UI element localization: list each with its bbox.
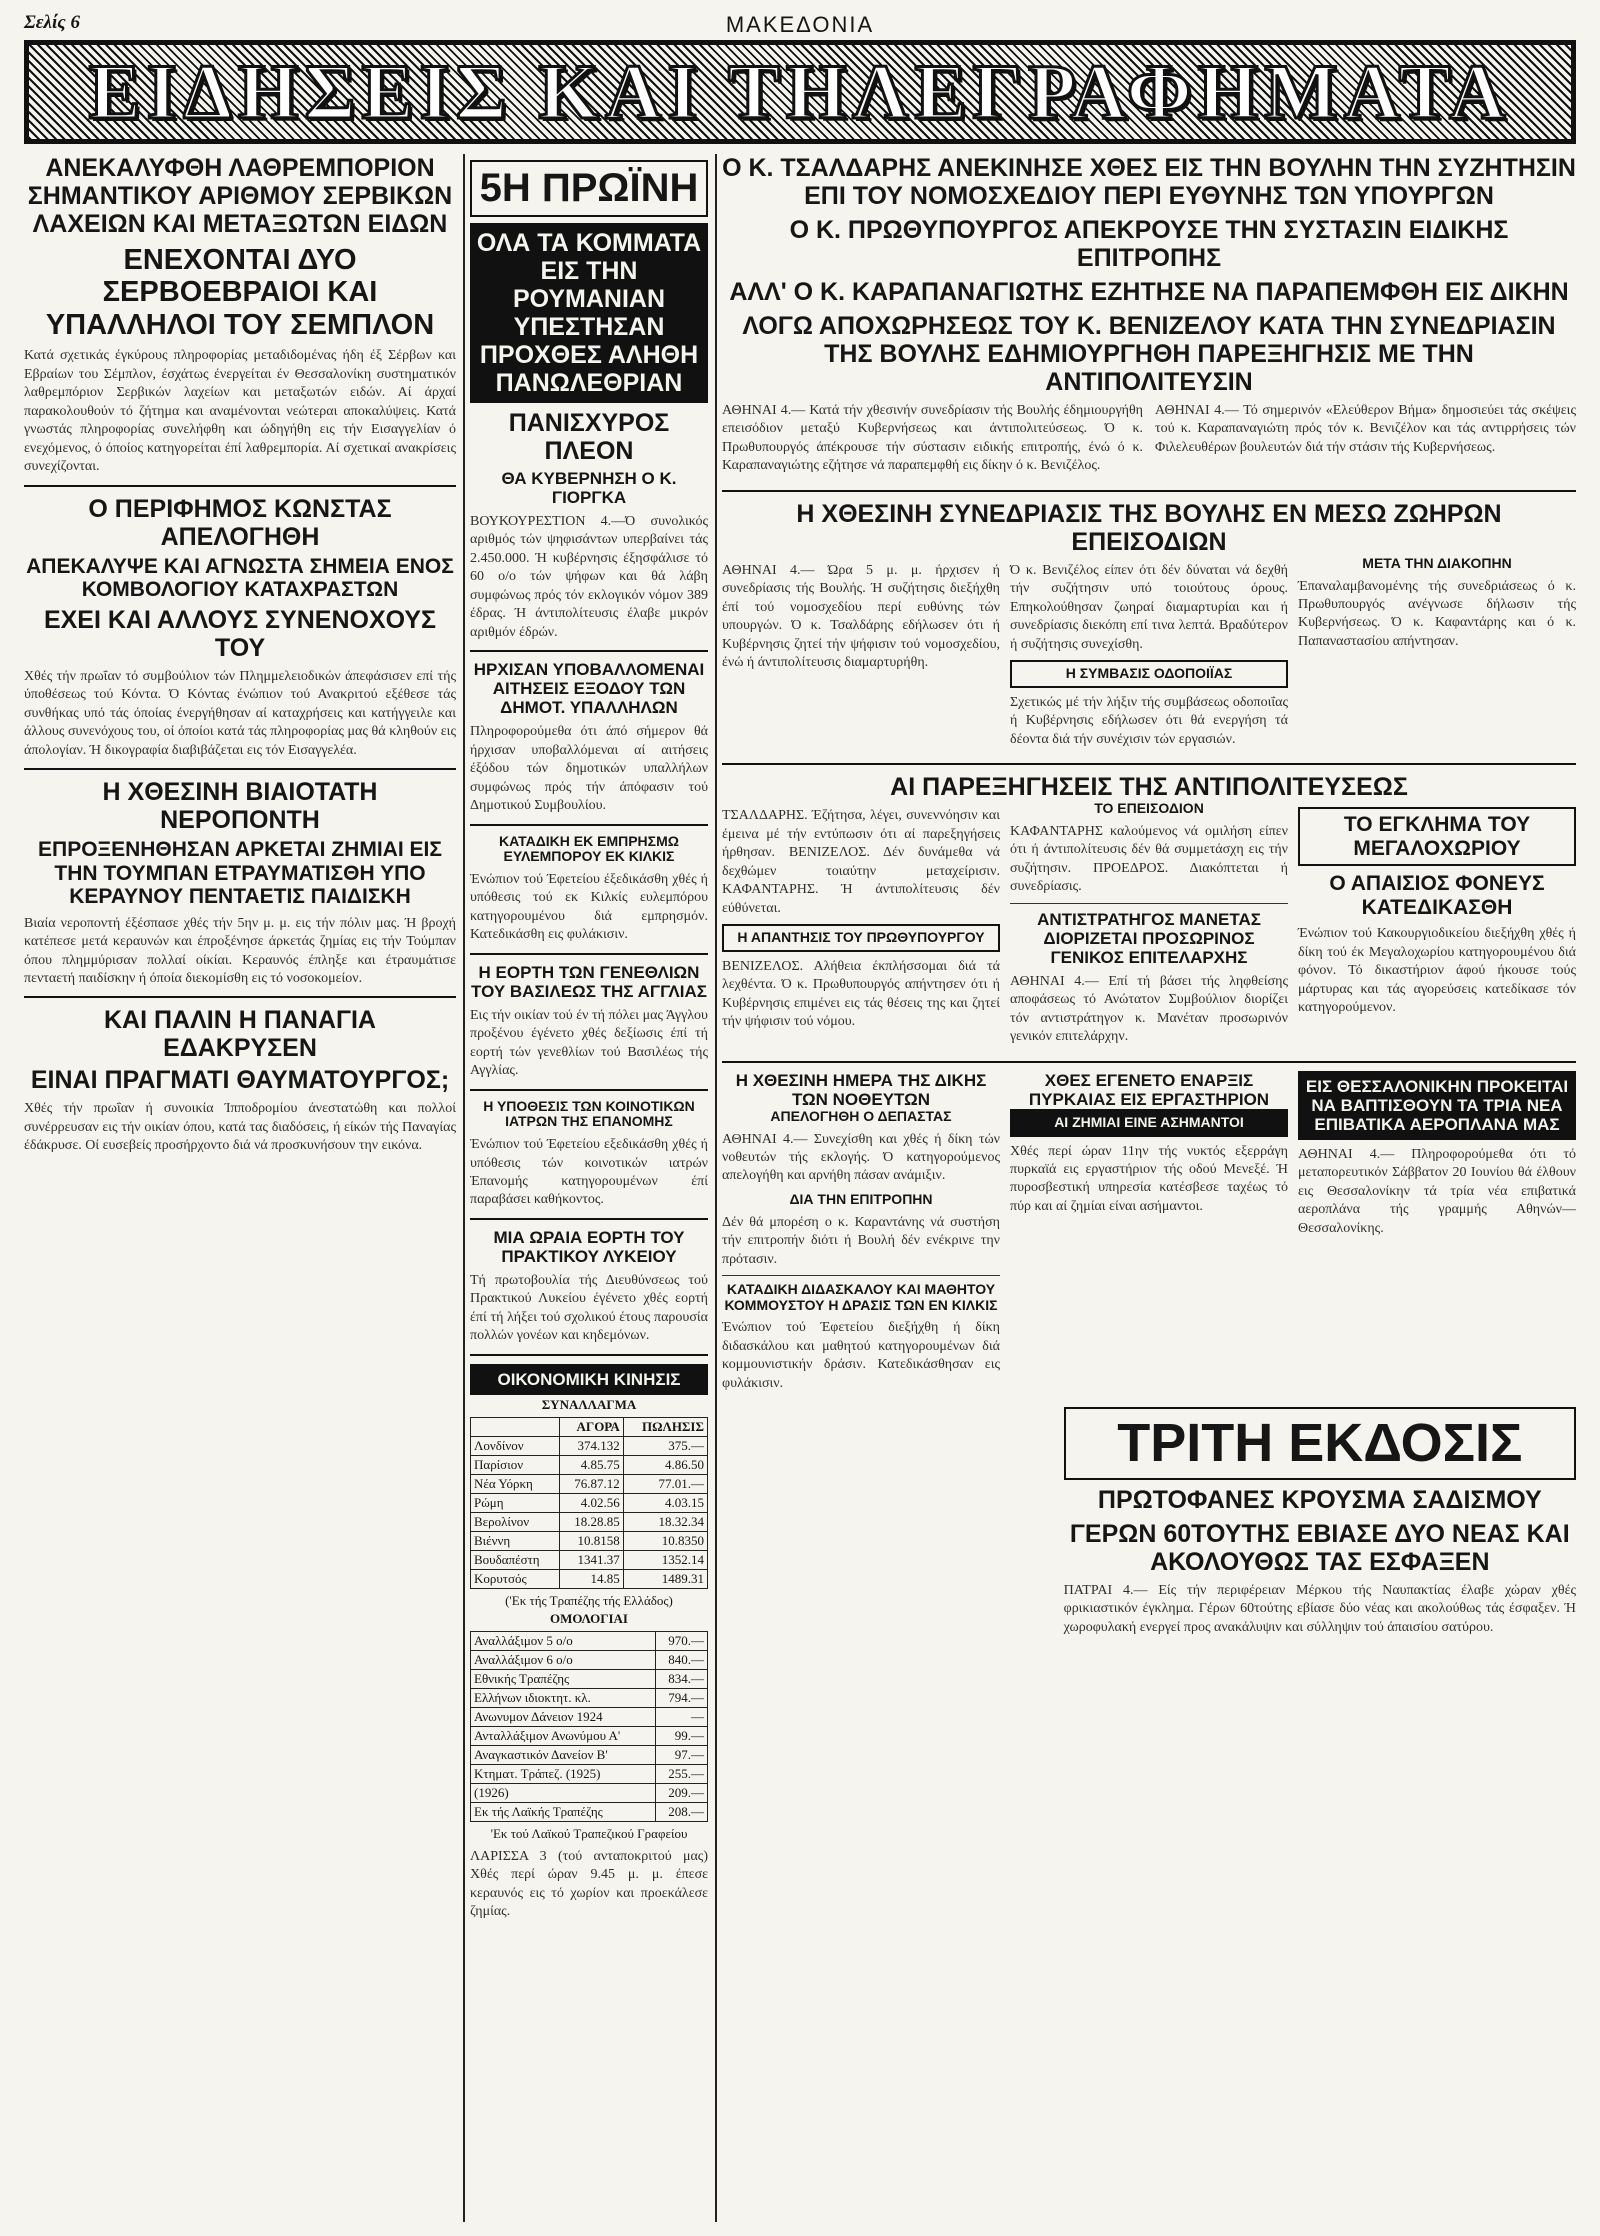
- table-row: [471, 1569, 708, 1588]
- headline: Η ΧΘΕΣΙΝΗ ΗΜΕΡΑ ΤΗΣ ΔΙΚΗΣ ΤΩΝ ΝΟΘΕΥΤΩΝ: [735, 1070, 987, 1109]
- article-body: Έπαναλαμβανομένης τής συνεδριάσεως ό κ. Πρωθυπουργός ανέγνωσε δήλωσιν τής Κυβερνήσεως. Ό κ. Καφαντάρης και ό κ. Παπαναστασίου απήντησαν.: [1298, 578, 1576, 649]
- section-subhead: Η ΑΠΑΝΤΗΣΙΣ ΤΟΥ ΠΡΩΘΥΠΟΥΡΓΟΥ: [722, 924, 1000, 952]
- fx-title: ΣΥΝΑΛΛΑΓΜΑ: [541, 1396, 637, 1412]
- table-cell: 10.8350: [623, 1531, 707, 1550]
- table-cell: Βιέννη: [471, 1531, 560, 1550]
- article-body: ΒΟΥΚΟΥΡΕΣΤΙΟΝ 4.—Ό συνολικός αριθμός τών ψηφισάντων υπερβαίνει τάς 2.450.000. Ή κυβέρνησις έξησφάλισε τό 60 ο/ο τών ψήφων και θά λάβη συμφώνως πρός τόν εκλογικόν νόμον 389 έδρας. Ή άντιπολίτευσις έλαβε μικρόν αριθμόν έδρών.: [470, 513, 708, 640]
- article-body: Ένώπιον τού Κακουργιοδικείου διεξήχθη χθές ή δίκη τού έκ Μεγαλοχωρίου κατηγορουμένου διά φόνον. Τό δικαστήριον άφού ήκουσε τούς μάρτυρας και τάς αγορεύσεις κατεδίκασε τόν κατηγορούμενον.: [1298, 926, 1576, 1016]
- table-row: [471, 1764, 708, 1783]
- divider: [24, 768, 456, 770]
- table-cell: 1341.37: [559, 1550, 623, 1569]
- headline: ΚΑΤΑΔΙΚΗ ΕΚ ΕΜΠΡΗΣΜΩ ΕΥΛΕΜΠΟΡΟΥ ΕΚ ΚΙΛΚΙΣ: [499, 832, 679, 865]
- table-cell: 4.03.15: [623, 1493, 707, 1512]
- article-body: ΑΘΗΝΑΙ 4.— Επί τή βάσει τής ληφθείσης αποφάσεως τό Ανώτατον Συμβούλιον διορίζει τόν αντιστράτηγον κ. Μανέταν προσωρινόν γενικόν επιτελάρχην.: [1010, 973, 1288, 1045]
- table-row: [471, 1650, 708, 1669]
- section-subhead: Η ΣΥΜΒΑΣΙΣ ΟΔΟΠΟΙΪΑΣ: [1010, 660, 1288, 688]
- subheadline: ΘΑ ΚΥΒΕΡΝΗΣΗ Ο Κ. ΓΙΟΡΓΚΑ: [501, 468, 677, 507]
- subheadline: ΕΝΕΧΟΝΤΑΙ ΔΥΟ ΣΕΡΒΟΕΒΡΑΙΟΙ ΚΑΙ ΥΠΑΛΛΗΛΟΙ ΤΟΥ ΣΕΜΠΛΟΝ: [45, 244, 435, 341]
- table-cell: 970.—: [656, 1631, 708, 1650]
- column-right: [722, 154, 1576, 2222]
- headline: ΑΙ ΠΑΡΕΞΗΓΗΣΕΙΣ ΤΗΣ ΑΝΤΙΠΟΛΙΤΕΥΣΕΩΣ: [890, 773, 1408, 802]
- subheadline: ΑΠΕΚΑΛΥΨΕ ΚΑΙ ΑΓΝΩΣΤΑ ΣΗΜΕΙΑ ΕΝΟΣ ΚΟΜΒΟΛΟΓΙΟΥ ΚΑΤΑΧΡΑΣΤΩΝ: [26, 554, 454, 602]
- table-cell: Παρίσιον: [471, 1455, 560, 1474]
- subheadline: ΑΙ ΖΗΜΙΑΙ ΕΙΝΕ ΑΣΗΜΑΝΤΟΙ: [1010, 1109, 1288, 1137]
- edition-label: ΤΡΙΤΗ ΕΚΔΟΣΙΣ: [1064, 1407, 1576, 1479]
- fx-source: ('Εκ τής Τραπέζης τής Ελλάδος): [505, 1592, 673, 1608]
- column-middle: [470, 154, 708, 2222]
- subheadline: ΠΑΝΙΣΧΥΡΟΣ ΠΛΕΟΝ: [508, 408, 670, 465]
- divider: [722, 490, 1576, 492]
- article-body: ΑΘΗΝΑΙ 4.— Πληροφορούμεθα ότι τό μεταπορευτικόν Σάββατον 20 Ιουνίου θά έλθουν εις Θεσσαλονίκην τά τρία νέα επιβατικά αεροπλάνα τής γραμμής Αθηνών—Θεσσαλονίκης.: [1298, 1146, 1576, 1236]
- table-row: [471, 1436, 708, 1455]
- article-body: Σχετικώς μέ τήν λήξιν τής συμβάσεως οδοποιΐας ή Κυβέρνησις εδήλωσεν ότι θά ενεργήση τά δέοντα διά τήν συνέχισιν τών εργασιών.: [1010, 694, 1288, 747]
- table-cell: 4.86.50: [623, 1455, 707, 1474]
- article-body: Χθές τήν πρωΐαν τό συμβούλιον τών Πλημμελειοδικών άπεφάσισεν επί τής ύποθέσεως τού Κόντα. Ό Κόντας ένώπιον τού Ανακριτού εξέθεσε τάς συνθήκας υπό τάς όποίας ένεργήθησαν αί καταχρήσεις και κατήγγειλε και άλλους συνενόχους του, οί όποίοι κατά τάς πληροφορίας μας θά κληθούν εις άπολογίαν. Ή δικογραφία διαβιβάζεται εις τόν Εισαγγελέα.: [24, 668, 456, 758]
- fx-table-header: [471, 1417, 708, 1436]
- table-cell: 375.—: [623, 1436, 707, 1455]
- headline: ΕΙΣ ΘΕΣΣΑΛΟΝΙΚΗΝ ΠΡΟΚΕΙΤΑΙ ΝΑ ΒΑΠΤΙΣΘΟΥΝ ΤΑ ΤΡΙΑ ΝΕΑ ΕΠΙΒΑΤΙΚΑ ΑΕΡΟΠΛΑΝΑ ΜΑΣ: [1298, 1071, 1576, 1140]
- headline: Ο Κ. ΤΣΑΛΔΑΡΗΣ ΑΝΕΚΙΝΗΣΕ ΧΘΕΣ ΕΙΣ ΤΗΝ ΒΟΥΛΗΝ ΤΗΝ ΣΥΖΗΤΗΣΙΝ ΕΠΙ ΤΟΥ ΝΟΜΟΣΧΕΔΙΟΥ ΠΕΡΙ ΕΥΘΥΝΗΣ ΤΩΝ ΥΠΟΥΡΓΩΝ: [722, 154, 1576, 210]
- bonds-title: ΟΜΟΛΟΓΙΑΙ: [550, 1610, 628, 1626]
- subheadline: ΕΧΕΙ ΚΑΙ ΑΛΛΟΥΣ ΣΥΝΕΝΟΧΟΥΣ ΤΟΥ: [43, 605, 437, 662]
- section-banner-title: ΕΙΔΗΣΕΙΣ ΚΑΙ ΤΗΛΕΓΡΑΦΗΜΑΤΑ: [88, 48, 1512, 135]
- headline: Η ΥΠΟΘΕΣΙΣ ΤΩΝ ΚΟΙΝΟΤΙΚΩΝ ΙΑΤΡΩΝ ΤΗΣ ΕΠΑΝΟΜΗΣ: [483, 1097, 695, 1130]
- article-body: Τή πρωτοβουλία τής Διευθύνσεως τού Πρακτικού Λυκείου έγένετο χθές εορτή έπί τή λήξει τού σχολικού έτους παρουσία πολλών γονέων και κηδεμόνων.: [470, 1273, 708, 1344]
- subheadline: ΛΟΓΩ ΑΠΟΧΩΡΗΣΕΩΣ ΤΟΥ Κ. ΒΕΝΙΖΕΛΟΥ ΚΑΤΑ ΤΗΝ ΣΥΝΕΔΡΙΑΣΙΝ ΤΗΣ ΒΟΥΛΗΣ ΕΔΗΜΙΟΥΡΓΗΘΗ ΠΑΡΕΞΗΓΗΣΙΣ ΜΕ ΤΗΝ ΑΝΤΙΠΟΛΙΤΕΥΣΙΝ: [742, 312, 1556, 396]
- table-row: [471, 1669, 708, 1688]
- table-cell: Εθνικής Τραπέζης: [471, 1669, 656, 1688]
- article-columns: [722, 1071, 1576, 1399]
- table-cell: Ρώμη: [471, 1493, 560, 1512]
- table-row: [471, 1745, 708, 1764]
- table-cell: 97.—: [656, 1745, 708, 1764]
- table-row: [471, 1783, 708, 1802]
- subheadline: Ο Κ. ΠΡΩΘΥΠΟΥΡΓΟΣ ΑΠΕΚΡΟΥΣΕ ΤΗΝ ΣΥΣΤΑΣΙΝ ΕΙΔΙΚΗΣ ΕΠΙΤΡΟΠΗΣ: [789, 216, 1509, 272]
- headline: ΑΝΤΙΣΤΡΑΤΗΓΟΣ ΜΑΝΕΤΑΣ ΔΙΟΡΙΖΕΤΑΙ ΠΡΟΣΩΡΙΝΟΣ ΓΕΝΙΚΟΣ ΕΠΙΤΕΛΑΡΧΗΣ: [1037, 909, 1261, 967]
- article-body: Κατά σχετικάς έγκύρους πληροφορίας μεταδιδομένας ήδη έξ Σέρβων και Εβραίων του Σέμπλον, έσχάτως ένεργείται έν Θεσσαλονίκη συστηματικόν λαθρεμπόριον Σερβικών λαχείων και μεταξωτών ειδών. Αί άρχαί παρακολουθούν τό ζήτημα και αναμένονται νεώτεραι αποκαλύψεις. Κατά γνωστάς πληροφορίας συνελήφθη και ώδηγήθη εις τήν Εισαγγελίαν ό ενεχόμενος, ό όποίος κατηγορείται έπί λαθρεμπορία. Αί σχετικαί ανακρίσεις συνεχίζονται.: [24, 348, 456, 475]
- headline: ΚΑΙ ΠΑΛΙΝ Η ΠΑΝΑΓΙΑ ΕΔΑΚΡΥΣΕΝ: [104, 1006, 376, 1063]
- article-body: ΤΣΑΛΔΑΡΗΣ. Έζήτησα, λέγει, συνεννόησιν και έμεινα μέ τήν εντύπωσιν ότι αί παρεξηγήσεις ήρθησαν. ΒΕΝΙΖΕΛΟΣ. Δέν δυνάμεθα νά δεχθώμεν τοιαύτην μεταχείρισιν. ΚΑΦΑΝΤΑΡΗΣ. Ή άντιπολίτευσις δέν εύθύνεται.: [722, 808, 1000, 916]
- article-columns: [722, 801, 1576, 1053]
- headline: ΤΟ ΕΓΚΛΗΜΑ ΤΟΥ ΜΕΓΑΛΟΧΩΡΙΟΥ: [1298, 807, 1576, 866]
- table-cell: 14.85: [559, 1569, 623, 1588]
- column-rule: [715, 154, 717, 2222]
- table-cell: Εκ τής Λαϊκής Τραπέζης: [471, 1802, 656, 1821]
- article-body: Ένώπιον τού Έφετείου εξεδικάσθη χθές ή υπόθεσις τών κοινοτικών ιατρών Έπανομής κατηγορουμένων έπί παραβάσει καθήκοντος.: [470, 1137, 708, 1208]
- bonds-table: [470, 1631, 708, 1822]
- article-body: ΑΘΗΝΑΙ 4.— Συνεχίσθη και χθές ή δίκη τών νοθευτών τής εκλογής. Ό κατηγορούμενος απελογήθη και αρνήθη πάσαν ανάμιξιν.: [722, 1131, 1000, 1184]
- table-row: [471, 1512, 708, 1531]
- headline: Ο ΠΕΡΙΦΗΜΟΣ ΚΩΝΣΤΑΣ ΑΠΕΛΟΓΗΘΗ: [88, 494, 392, 551]
- subheadline: ΓΕΡΩΝ 60ΤΟΥΤΗΣ ΕΒΙΑΣΕ ΔΥΟ ΝΕΑΣ ΚΑΙ ΑΚΟΛΟΥΘΩΣ ΤΑΣ ΕΣΦΑΞΕΝ: [1069, 1519, 1570, 1576]
- divider: [470, 1089, 708, 1091]
- table-cell: 1352.14: [623, 1550, 707, 1569]
- divider: [1010, 903, 1288, 904]
- table-cell: (1926): [471, 1783, 656, 1802]
- article-body: Ένώπιον τού Έφετείου διεξήχθη ή δίκη διδασκάλου και μαθητού κατηγορουμένων διά κομμουνιστικήν δράσιν. Κατεδικάσθησαν εις φυλάκισιν.: [722, 1320, 1000, 1391]
- article-body: ΑΘΗΝΑΙ 4.— Ώρα 5 μ. μ. ήρχισεν ή συνεδρίασις τής Βουλής. Ή συζήτησις διεξήχθη έπί τού νομοσχεδίου περί ευθύνης τών υπουργών. Ό κ. Τσαλδάρης εδήλωσεν ότι ή Κυβέρνησις ζητεί τήν ψήφισιν τού νομοσχεδίου, ένώ ή άντιπολίτευσις διαμαρτυρήθη.: [722, 562, 1000, 671]
- table-cell: 255.—: [656, 1764, 708, 1783]
- table-cell: 4.02.56: [559, 1493, 623, 1512]
- page-number: Σελίς 6: [24, 12, 80, 33]
- article-body: Πληροφορούμεθα ότι άπό σήμερον θά ήρχισαν υποβαλλόμεναι αί αιτήσεις έξόδου τών δημοτικών υπαλλήλων συμφώνως πρός τήν άπόφασιν τού Δημοτικού Συμβουλίου.: [470, 724, 708, 814]
- table-row: [471, 1455, 708, 1474]
- headline: ΜΙΑ ΩΡΑΙΑ ΕΟΡΤΗ ΤΟΥ ΠΡΑΚΤΙΚΟΥ ΛΥΚΕΙΟΥ: [493, 1227, 685, 1266]
- fx-table: [470, 1417, 708, 1589]
- subheadline: ΑΠΕΛΟΓΗΘΗ Ο ΔΕΠΑΣΤΑΣ: [770, 1107, 952, 1124]
- headline: ΗΡΧΙΣΑΝ ΥΠΟΒΑΛΛΟΜΕΝΑΙ ΑΙΤΗΣΕΙΣ ΕΞΟΔΟΥ ΤΩΝ ΔΗΜΟΤ. ΥΠΑΛΛΗΛΩΝ: [473, 660, 705, 718]
- article-body: Ένώπιον τού Έφετείου έξεδικάσθη χθές ή υπόθεσις τού εκ Κιλκίς ευλεμπόρου κατηγορουμένου διά εμπρησμόν. Κατεδικάσθη εις φυλάκισιν.: [470, 871, 708, 943]
- article-columns: [722, 556, 1576, 755]
- table-cell: Κτηματ. Τράπεζ. (1925): [471, 1764, 656, 1783]
- table-cell: Λονδίνον: [471, 1436, 560, 1455]
- article-body: Ό κ. Βενιζέλος είπεν ότι δέν δύναται νά δεχθή τήν συζήτησιν υπό τοιούτους όρους. Επηκολούθησαν ζωηραί διαμαρτυρίαι και ή συνεδρίασις διεκόπη επί τινα λεπτά. Βραδύτερον ή συζήτησις συνεχίσθη.: [1010, 562, 1288, 652]
- divider: [722, 1061, 1576, 1063]
- masthead: [24, 8, 1576, 38]
- section-subhead: ΜΕΤΑ ΤΗΝ ΔΙΑΚΟΠΗΝ: [1362, 554, 1512, 571]
- headline: Η ΕΟΡΤΗ ΤΩΝ ΓΕΝΕΘΛΙΩΝ ΤΟΥ ΒΑΣΙΛΕΩΣ ΤΗΣ ΑΓΓΛΙΑΣ: [471, 962, 707, 1001]
- table-cell: 840.—: [656, 1650, 708, 1669]
- article-columns: [722, 396, 1576, 482]
- subheadline: ΕΙΝΑΙ ΠΡΑΓΜΑΤΙ ΘΑΥΜΑΤΟΥΡΓΟΣ;: [30, 1066, 450, 1095]
- table-cell: Βουδαπέστη: [471, 1550, 560, 1569]
- table-cell: 18.28.85: [559, 1512, 623, 1531]
- article-body: ΒΕΝΙΖΕΛΟΣ. Αλήθεια έκπλήσσομαι διά τά λεχθέντα. Ό κ. Πρωθυπουργός απήντησεν ότι ή Κυβέρνησις επιμένει εις τάς θέσεις της και ζητεί τήν ψήφισιν τού νόμου.: [722, 958, 1000, 1030]
- article-body: Δέν θά μπορέση ο κ. Καραντάνης νά συστήση τήν επιτροπήν διότι ή Βουλή δέν ενέκρινε την πρότασιν.: [722, 1214, 1000, 1267]
- table-row: [471, 1531, 708, 1550]
- table-cell: Ανωνυμον Δάνειον 1924: [471, 1707, 656, 1726]
- table-cell: 99.—: [656, 1726, 708, 1745]
- divider: [470, 650, 708, 652]
- table-cell: Κορυτσός: [471, 1569, 560, 1588]
- section-subhead: ΔΙΑ ΤΗΝ ΕΠΙΤΡΟΠΗΝ: [789, 1190, 933, 1207]
- edition-label: 5Η ΠΡΩΪΝΗ: [470, 160, 708, 217]
- table-cell: 374.132: [559, 1436, 623, 1455]
- table-cell: 18.32.34: [623, 1512, 707, 1531]
- article-body: ΑΘΗΝΑΙ 4.— Κατά τήν χθεσινήν συνεδρίασιν τής Βουλής έδημιουργήθη επεισόδιον μεταξύ Κυβερνήσεως και άντιπολιτεύσεως. Ό κ. Πρωθυπουργός άπέκρουσε τήν σύστασιν ειδικής επιτροπής, ένώ ό κ. Καραπαναγιώτης εζήτησε νά παραπεμφθή εις δίκην ό κ. Βενιζέλος.: [722, 403, 1143, 474]
- table-cell: 10.8158: [559, 1531, 623, 1550]
- headline: ΧΘΕΣ ΕΓΕΝΕΤΟ ΕΝΑΡΞΙΣ ΠΥΡΚΑΙΑΣ ΕΙΣ ΕΡΓΑΣΤΗΡΙΟΝ: [1028, 1070, 1270, 1109]
- table-row: [471, 1631, 708, 1650]
- headline: Η ΧΘΕΣΙΝΗ ΣΥΝΕΔΡΙΑΣΙΣ ΤΗΣ ΒΟΥΛΗΣ ΕΝ ΜΕΣΩ ΖΩΗΡΩΝ ΕΠΕΙΣΟΔΙΩΝ: [796, 499, 1502, 556]
- table-row: [471, 1474, 708, 1493]
- article-body: Βιαία νεροποντή έξέσπασε χθές τήν 5ην μ. μ. εις τήν πόλιν μας. Ή βροχή κατέπεσε μετά κεραυνών και έπροξένησε άρκετάς ζημίας εις τήν Τούμπαν όπου πλημμύρισαν πολλαί οίκίαι. Κεραυνός έπληξε και έτραυμάτισε πενταετή παιδίσκην ή όποία διεκομίσθη εις τό νοσοκομείον.: [24, 915, 456, 987]
- section-banner: [24, 40, 1576, 144]
- table-cell: Αναλλάξιμον 6 ο/ο: [471, 1650, 656, 1669]
- table-cell: Αναγκαστικόν Δανείον Β': [471, 1745, 656, 1764]
- fx-header-cell: ΠΩΛΗΣΙΣ: [623, 1417, 707, 1436]
- fx-header-cell: ΑΓΟΡΑ: [559, 1417, 623, 1436]
- paper-name: ΜΑΚΕΔΟΝΙΑ: [725, 12, 875, 37]
- divider: [722, 1275, 1000, 1276]
- article-body: ΑΘΗΝΑΙ 4.— Τό σημερινόν «Ελεύθερον Βήμα» δημοσιεύει τάς σκέψεις τού κ. Καραπαναγιώτη πρός τόν κ. Βενιζέλον και τάς αντιρρήσεις τών Φιλελευθέρων βουλευτών διά τήν στάσιν τής Κυβερνήσεως.: [1155, 403, 1576, 455]
- table-cell: 208.—: [656, 1802, 708, 1821]
- table-cell: —: [656, 1707, 708, 1726]
- column-rule: [463, 154, 465, 2222]
- divider: [470, 1354, 708, 1356]
- divider: [470, 824, 708, 826]
- column-left: [24, 154, 456, 2222]
- table-cell: Βερολίνον: [471, 1512, 560, 1531]
- table-cell: 834.—: [656, 1669, 708, 1688]
- table-cell: 76.87.12: [559, 1474, 623, 1493]
- table-cell: Αναλλάξιμον 5 ο/ο: [471, 1631, 656, 1650]
- divider: [24, 996, 456, 998]
- table-row: [471, 1802, 708, 1821]
- table-row: [471, 1688, 708, 1707]
- table-row: [471, 1707, 708, 1726]
- headline: ΠΡΩΤΟΦΑΝΕΣ ΚΡΟΥΣΜΑ ΣΑΔΙΣΜΟΥ: [1097, 1485, 1542, 1514]
- table-cell: 794.—: [656, 1688, 708, 1707]
- article-body: ΚΑΦΑΝΤΑΡΗΣ καλούμενος νά ομιλήση είπεν ότι ή άντιπολίτευσις δέν θά συμμετάσχη εις τήν συζήτησιν. ΠΡΟΕΔΡΟΣ. Διακόπτεται ή συνεδρίασις.: [1010, 823, 1288, 895]
- fx-header-cell: [471, 1417, 560, 1436]
- divider: [722, 763, 1576, 765]
- divider: [24, 485, 456, 487]
- article-body: ΛΑΡΙΣΣΑ 3 (τού ανταποκριτού μας) Χθές περί ώραν 9.45 μ. μ. έπεσε κεραυνός εις τό χωρίον και προεκάλεσε ζημίας.: [470, 1848, 708, 1920]
- table-row: [471, 1493, 708, 1512]
- divider: [470, 953, 708, 955]
- table-cell: 4.85.75: [559, 1455, 623, 1474]
- table-row: [471, 1726, 708, 1745]
- subheadline: ΑΛΛ' Ο Κ. ΚΑΡΑΠΑΝΑΓΙΩΤΗΣ ΕΖΗΤΗΣΕ ΝΑ ΠΑΡΑΠΕΜΦΘΗ ΕΙΣ ΔΙΚΗΝ: [729, 278, 1569, 306]
- headline: ΑΝΕΚΑΛΥΦΘΗ ΛΑΘΡΕΜΠΟΡΙΟΝ ΣΗΜΑΝΤΙΚΟΥ ΑΡΙΘΜΟΥ ΣΕΡΒΙΚΩΝ ΛΑΧΕΙΩΝ ΚΑΙ ΜΕΤΑΞΩΤΩΝ ΕΙΔΩΝ: [27, 154, 453, 238]
- article-block: [1064, 1486, 1576, 1637]
- article-body: Χθές περί ώραν 11ην τής νυκτός εξερράγη πυρκαϊά εις εργαστήριον τής οδού Μενεξέ. Ή πυροσβεστική υπηρεσία κατέσβεσε ταχέως τό πύρ και αί ζημίαι είναι ασήμαντοι.: [1010, 1143, 1288, 1214]
- table-cell: 1489.31: [623, 1569, 707, 1588]
- headline: ΟΛΑ ΤΑ ΚΟΜΜΑΤΑ ΕΙΣ ΤΗΝ ΡΟΥΜΑΝΙΑΝ ΥΠΕΣΤΗΣΑΝ ΠΡΟΧΘΕΣ ΑΛΗΘΗ ΠΑΝΩΛΕΘΡΙΑΝ: [470, 223, 708, 403]
- table-row: [471, 1550, 708, 1569]
- table-cell: Νέα Υόρκη: [471, 1474, 560, 1493]
- subheadline: Ο ΑΠΑΙΣΙΟΣ ΦΟΝΕΥΣ ΚΑΤΕΔΙΚΑΣΘΗ: [1329, 872, 1545, 919]
- table-cell: 77.01.—: [623, 1474, 707, 1493]
- table-cell: Ανταλλάξιμον Ανωνύμου Α': [471, 1726, 656, 1745]
- section-subhead: ΤΟ ΕΠΕΙΣΟΔΙΟΝ: [1094, 800, 1204, 817]
- article-body: Εις τήν οικίαν τού έν τή πόλει μας Άγγλου προξένου έγένετο χθές δεξίωσις έπί τή εορτή τών γενεθλίων τού Βασιλέως τής Αγγλίας.: [470, 1007, 708, 1079]
- article-body: Χθές τήν πρωΐαν ή συνοικία Ίπποδρομίου άνεστατώθη και πολλοί συνέρρευσαν εις τήν οικίαν όπου, κατά τας διαδόσεις, ή είκών τής Παναγίας έδάκρυσε. Οί ευσεβείς προσήρχοντο διά νά προσκυνήσουν την εικόνα.: [24, 1101, 456, 1154]
- table-cell: Ελλήνων ιδιοκτητ. κλ.: [471, 1688, 656, 1707]
- finance-headline: ΟΙΚΟΝΟΜΙΚΗ ΚΙΝΗΣΙΣ: [470, 1364, 708, 1395]
- table-cell: 209.—: [656, 1783, 708, 1802]
- article-body: ΠΑΤΡΑΙ 4.— Είς τήν περιφέρειαν Μέρκου τής Ναυπακτίας έλαβε χώραν χθές φρικιαστικόν έγκλημα. Γέρων 60τούτης εβίασε δύο νέας και ακολούθως τάς έσφαξεν. Ή χωροφυλακή ενεργεί προς ανακάλυψιν και σύλληψιν τού άπαισίου σατύρου.: [1063, 1582, 1576, 1635]
- divider: [470, 1218, 708, 1220]
- headline: ΚΑΤΑΔΙΚΗ ΔΙΔΑΣΚΑΛΟΥ ΚΑΙ ΜΑΘΗΤΟΥ ΚΟΜΜΟΥΣΤΟΥ Η ΔΡΑΣΙΣ ΤΩΝ ΕΝ ΚΙΛΚΙΣ: [724, 1281, 998, 1313]
- bonds-source: 'Εκ τού Λαϊκού Τραπεζικού Γραφείου: [490, 1825, 688, 1841]
- headline: Η ΧΘΕΣΙΝΗ ΒΙΑΙΟΤΑΤΗ ΝΕΡΟΠΟΝΤΗ: [102, 778, 378, 835]
- subheadline: ΕΠΡΟΞΕΝΗΘΗΣΑΝ ΑΡΚΕΤΑΙ ΖΗΜΙΑΙ ΕΙΣ ΤΗΝ ΤΟΥΜΠΑΝ ΕΤΡΑΥΜΑΤΙΣΘΗ ΥΠΟ ΚΕΡΑΥΝΟΥ ΠΕΝΤΑΕΤΙΣ ΠΑΙΔΙΣΚΗ: [38, 838, 442, 909]
